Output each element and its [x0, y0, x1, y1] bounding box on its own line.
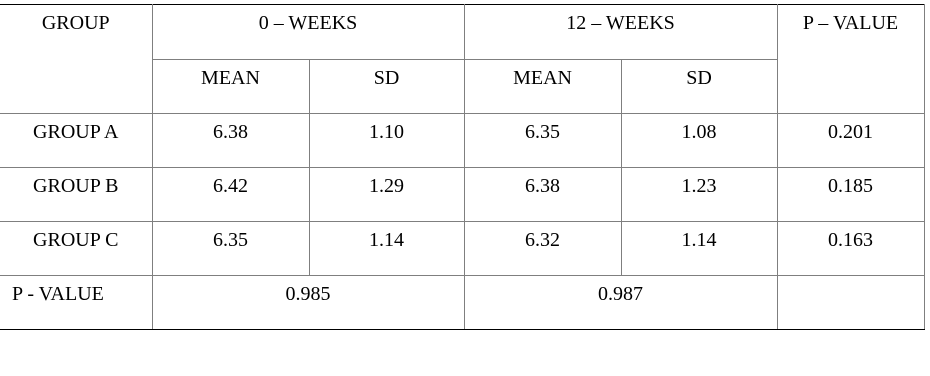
- footer-blank-cell: [777, 276, 924, 330]
- cell-w12-sd: 1.08: [621, 114, 777, 168]
- row-group-label: GROUP C: [0, 222, 152, 276]
- footer-w0-pvalue: 0.985: [152, 276, 464, 330]
- cell-w12-mean: 6.35: [464, 114, 621, 168]
- table-row: [0, 114, 924, 168]
- header-pvalue: P – VALUE: [777, 5, 924, 114]
- cell-w0-sd: 1.10: [309, 114, 464, 168]
- footer-w12-pvalue: 0.987: [464, 276, 777, 330]
- cell-w0-sd: 1.14: [309, 222, 464, 276]
- results-table: [0, 4, 925, 330]
- cell-p-value: 0.185: [777, 168, 924, 222]
- row-group-label: GROUP A: [0, 114, 152, 168]
- cell-w12-sd: 1.23: [621, 168, 777, 222]
- cell-w0-mean: 6.35: [152, 222, 309, 276]
- cell-w0-sd: 1.29: [309, 168, 464, 222]
- header-week0-sd: SD: [309, 60, 464, 114]
- cell-w12-mean: 6.38: [464, 168, 621, 222]
- table-row: [0, 168, 924, 222]
- table-row: [0, 222, 924, 276]
- cell-w0-mean: 6.38: [152, 114, 309, 168]
- footer-pvalue-label: P - VALUE: [0, 276, 152, 330]
- cell-w0-mean: 6.42: [152, 168, 309, 222]
- cell-w12-mean: 6.32: [464, 222, 621, 276]
- cell-p-value: 0.201: [777, 114, 924, 168]
- header-week0: 0 – WEEKS: [152, 5, 464, 60]
- footer-row: [0, 276, 924, 330]
- cell-p-value: 0.163: [777, 222, 924, 276]
- header-group: GROUP: [0, 5, 152, 114]
- header-week12-sd: SD: [621, 60, 777, 114]
- header-week0-mean: MEAN: [152, 60, 309, 114]
- header-week12-mean: MEAN: [464, 60, 621, 114]
- cell-w12-sd: 1.14: [621, 222, 777, 276]
- header-week12: 12 – WEEKS: [464, 5, 777, 60]
- row-group-label: GROUP B: [0, 168, 152, 222]
